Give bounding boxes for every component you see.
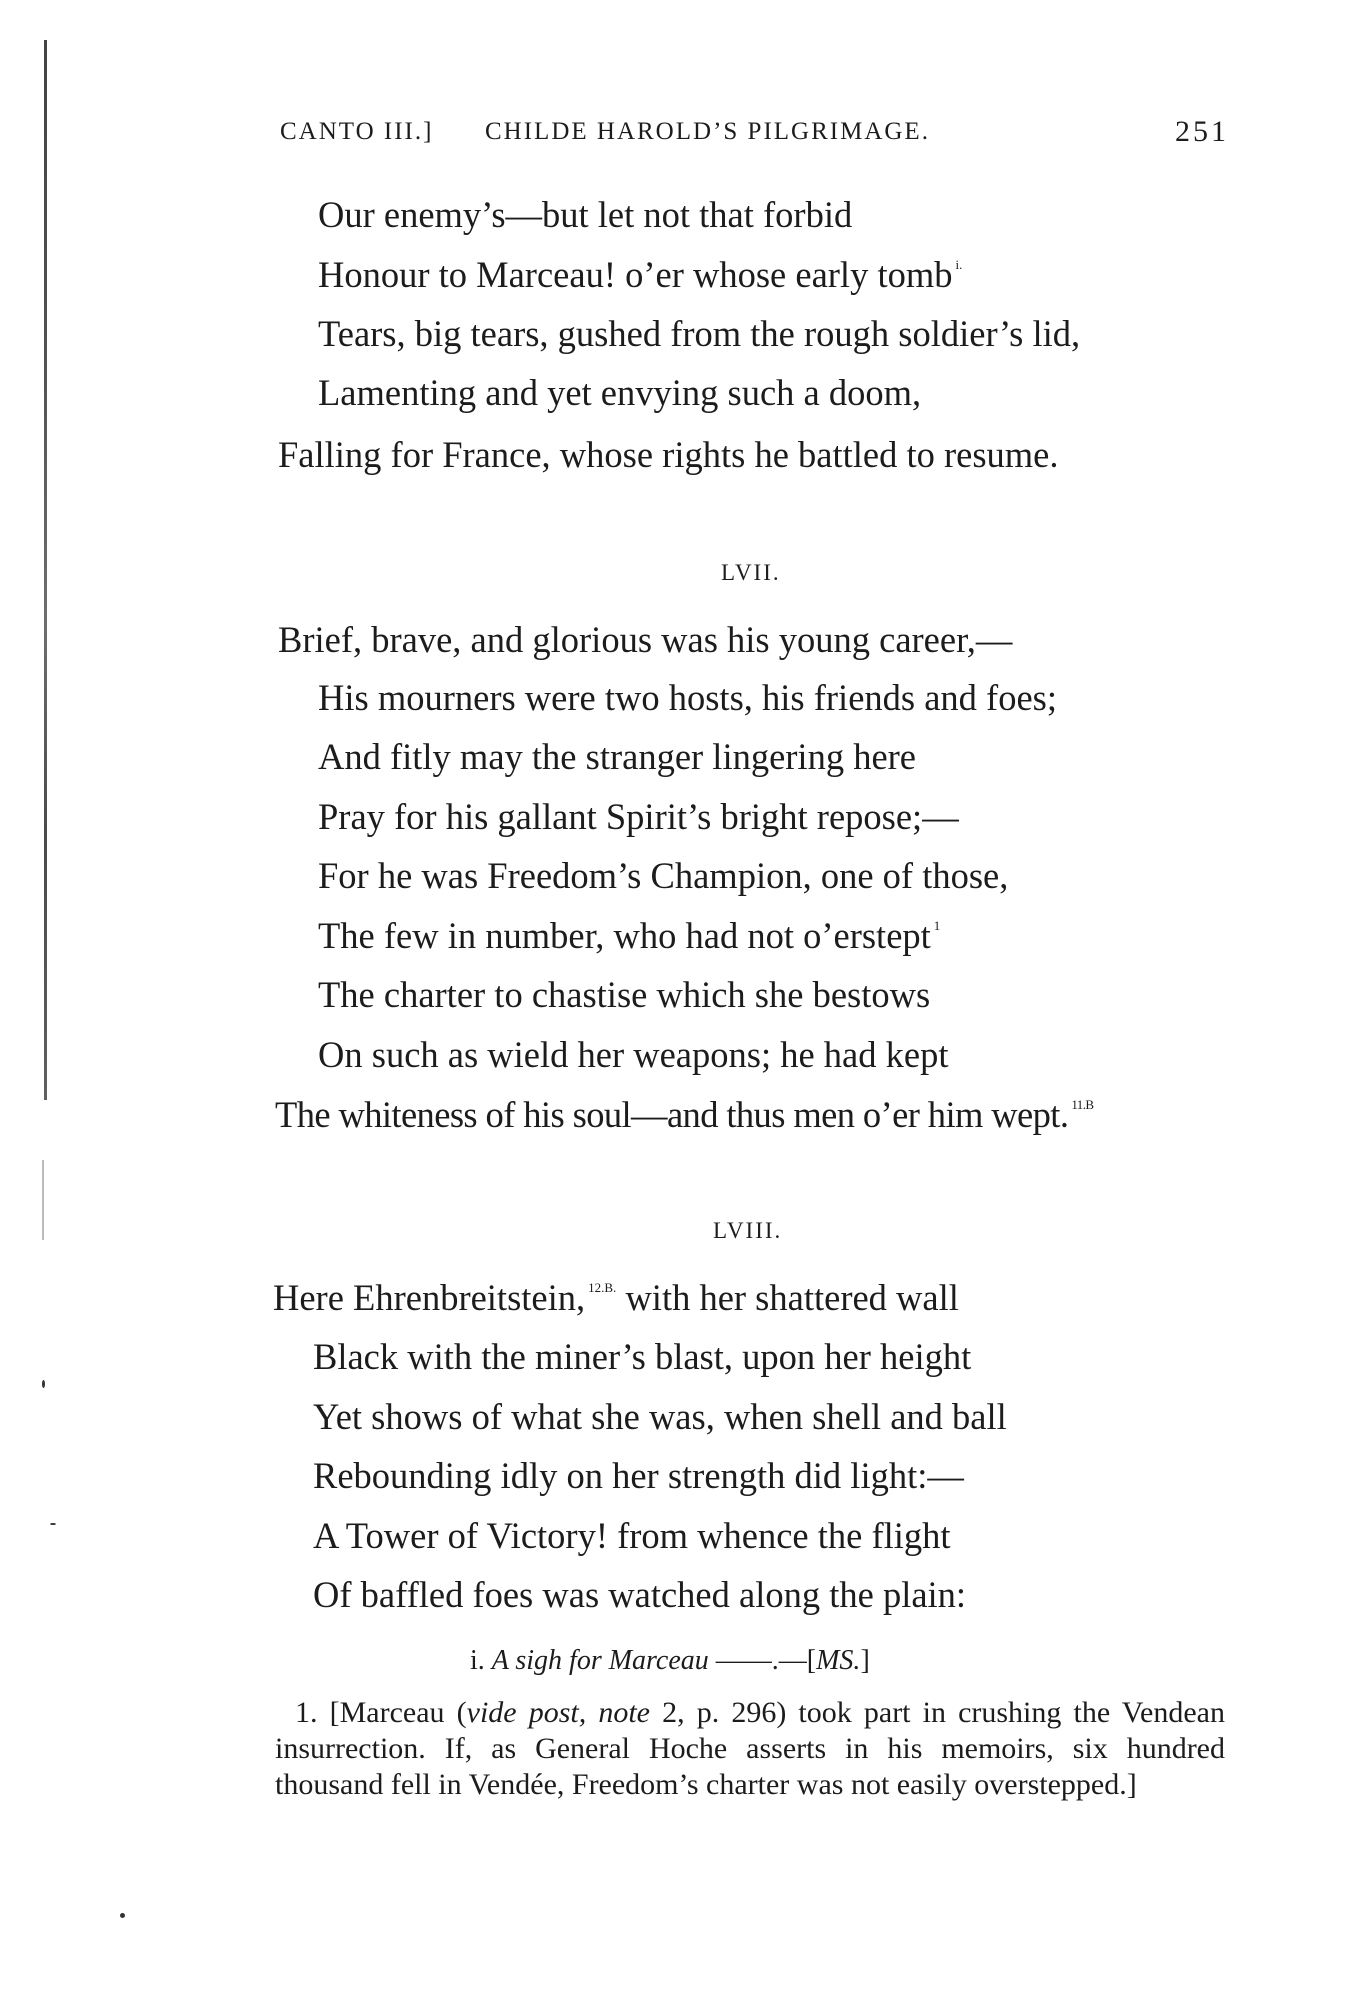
variant-note: i. A sigh for Marceau ——.—[MS.] bbox=[470, 1645, 870, 1676]
scan-speck bbox=[50, 1523, 56, 1525]
footnote: 1. [Marceau (vide post, note 2, p. 296) took part in crushing the Vendean insurrection. If, as General Hoche asserts in his memoirs, six hundred thousand fell in Vendée, Freedom’s charter was not easily overstepped.] bbox=[275, 1696, 1225, 1801]
stanza-number: LVIII. bbox=[713, 1218, 783, 1243]
scan-gutter-shadow bbox=[44, 40, 47, 1100]
note-marker: 12.B. bbox=[588, 1280, 617, 1295]
verse-line: His mourners were two hosts, his friends and foes; bbox=[318, 677, 1058, 718]
verse-line: The few in number, who had not o’erstept $^1$ bbox=[318, 915, 941, 956]
running-head-canto: CANTO III.] bbox=[280, 118, 434, 145]
scan-speck bbox=[42, 1380, 45, 1388]
stanza-number: LVII. bbox=[721, 560, 781, 585]
variant-marker: i. bbox=[955, 257, 963, 272]
verse-line: Rebounding idly on her strength did light:— bbox=[313, 1455, 964, 1496]
verse-line: A Tower of Victory! from whence the flight bbox=[313, 1515, 951, 1556]
verse-line: Tears, big tears, gushed from the rough soldier’s lid, bbox=[318, 313, 1081, 354]
verse-line: Pray for his gallant Spirit’s bright repose;— bbox=[318, 796, 959, 837]
verse-line: Honour to Marceau! o’er whose early tomb $^{i.}$ bbox=[318, 254, 963, 295]
running-head-title: CHILDE HAROLD’S PILGRIMAGE. bbox=[485, 118, 930, 145]
scan-gutter-shadow bbox=[42, 1160, 44, 1240]
verse-line: The charter to chastise which she bestows bbox=[318, 974, 931, 1015]
verse-line: Of baffled foes was watched along the plain: bbox=[313, 1574, 967, 1615]
verse-line: Brief, brave, and glorious was his young career,— bbox=[278, 619, 1013, 660]
verse-line: The whiteness of his soul—and thus men o’er him wept. $^{11.B}$ bbox=[275, 1094, 1094, 1135]
verse-line: Black with the miner’s blast, upon her height bbox=[313, 1336, 972, 1377]
footnote-marker: 1 bbox=[933, 918, 941, 933]
verse-line: On such as wield her weapons; he had kept bbox=[318, 1034, 949, 1075]
verse-line: Falling for France, whose rights he battled to resume. bbox=[278, 434, 1059, 475]
verse-line: Yet shows of what she was, when shell and ball bbox=[313, 1396, 1007, 1437]
verse-line: And fitly may the stranger lingering here bbox=[318, 736, 917, 777]
verse-line: Our enemy’s—but let not that forbid bbox=[318, 194, 853, 235]
scan-speck bbox=[120, 1913, 125, 1918]
note-marker: 11.B bbox=[1071, 1097, 1094, 1112]
verse-line: Here Ehrenbreitstein, $^{12.B.}$ with her shattered wall bbox=[273, 1277, 959, 1318]
verse-line: For he was Freedom’s Champion, one of those, bbox=[318, 855, 1009, 896]
page-number: 251 bbox=[1175, 115, 1229, 148]
verse-line: Lamenting and yet envying such a doom, bbox=[318, 372, 922, 413]
